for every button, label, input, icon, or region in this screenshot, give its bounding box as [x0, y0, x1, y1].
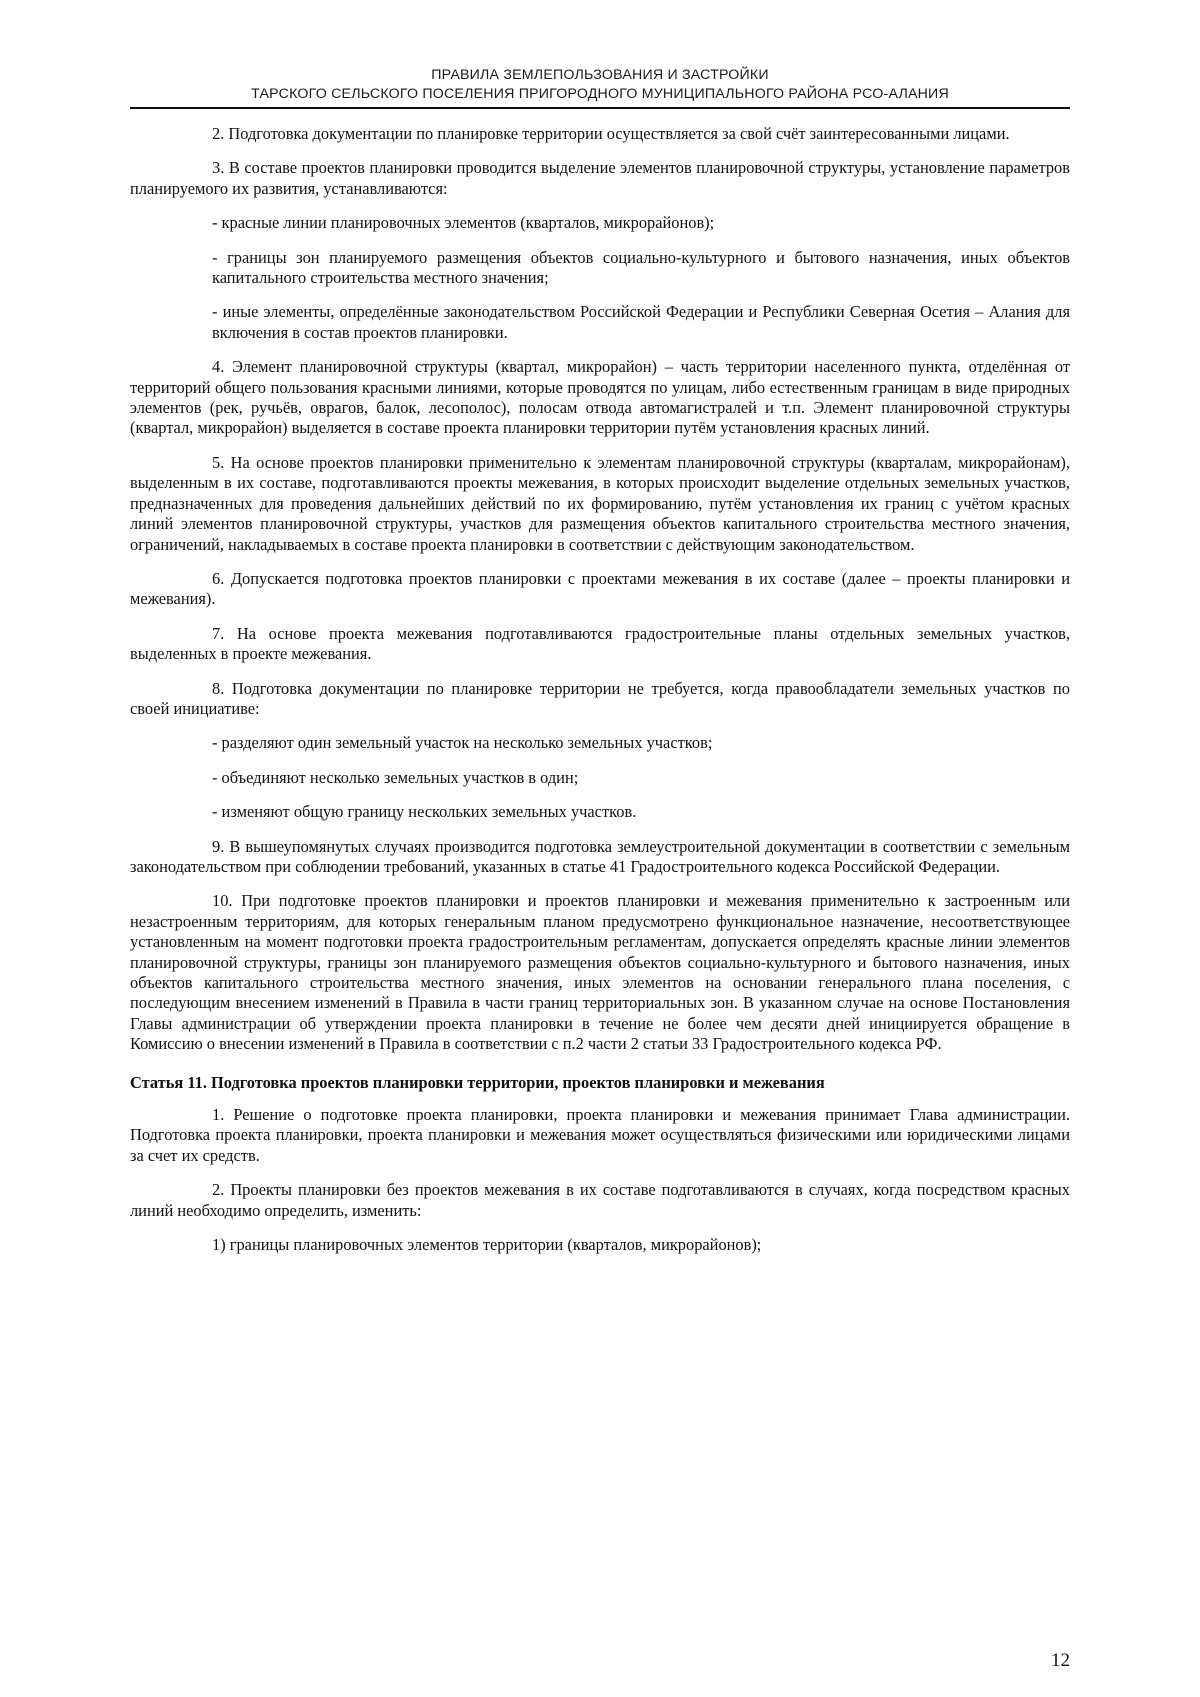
- paragraph-5: 5. На основе проектов планировки применительно к элементам планировочной структуры (кварталам, микрорайонам), выделенным в их составе, подготавливаются проекты межевания, в которых происходит выделение отдельных земельных участков, предназначенных для проведения дальнейших действий по их формированию, путём установления их границ с учётом красных линий элементов планировочной структуры, участков для размещения объектов капитального строительства местного значения, ограничений, накладываемых в составе проекта планировки в соответствии с действующим законодательством.: [130, 452, 1070, 554]
- article-11-paragraph-2: 2. Проекты планировки без проектов межевания в их составе подготавливаются в случаях, когда посредством красных линий необходимо определить, изменить:: [130, 1180, 1070, 1220]
- paragraph-6: 6. Допускается подготовка проектов планировки с проектами межевания в их составе (далее – проекты планировки и межевания).: [130, 568, 1070, 609]
- paragraph-2: 2. Подготовка документации по планировке территории осуществляется за свой счёт заинтересованными лицами.: [212, 124, 1010, 143]
- body-text: [130, 124, 1070, 1255]
- list-item: - изменяют общую границу нескольких земельных участков.: [212, 802, 637, 822]
- list-item: - иные элементы, определённые законодательством Российской Федерации и Республики Северная Осетия – Алания для включения в состав проектов планировки.: [212, 302, 1070, 342]
- article-11-paragraph-1: 1. Решение о подготовке проекта планировки, проекта планировки и межевания принимает Глава администрации. Подготовка проекта планировки, проекта планировки и межевания может осуществляться физическими или юридическими лицами за счет их средств.: [130, 1105, 1070, 1165]
- paragraph-8: 8. Подготовка документации по планировке территории не требуется, когда правообладатели земельных участков по своей инициативе:: [130, 678, 1070, 718]
- list-item: - объединяют несколько земельных участков в один;: [212, 767, 579, 787]
- paragraph-4: 4. Элемент планировочной структуры (квартал, микрорайон) – часть территории населенного пункта, отделённая от территорий общего пользования красными линиями, которые проводятся по улицам, либо естественным границам в виде природных элементов (рек, ручьёв, оврагов, балок, лесополос), полосам отвода автомагистралей и т.п. Элемент планировочной структуры (квартал, микрорайон) выделяется в составе проекта планировки территории путём установления красных линий.: [130, 357, 1070, 438]
- paragraph-3: 3. В составе проектов планировки проводится выделение элементов планировочной структуры, установление параметров планируемого их развития, устанавливаются:: [130, 158, 1070, 198]
- list-item: - красные линии планировочных элементов (кварталов, микрорайонов);: [212, 213, 715, 233]
- article-11-heading: Статья 11. Подготовка проектов планировки территории, проектов планировки и межевания: [130, 1072, 825, 1092]
- paragraph-7: 7. На основе проекта межевания подготавливаются градостроительные планы отдельных земельных участков, выделенных в проекте межевания.: [130, 623, 1070, 664]
- list-item: 1) границы планировочных элементов территории (кварталов, микрорайонов);: [212, 1235, 762, 1255]
- page-number: 12: [1051, 1650, 1070, 1671]
- list-item: - разделяют один земельный участок на несколько земельных участков;: [212, 733, 713, 753]
- list-item: - границы зон планируемого размещения объектов социально-культурного и бытового назначения, иных объектов капитального строительства местного значения;: [212, 247, 1070, 288]
- document-page: [130, 66, 1070, 1671]
- header-title-line-2: ТАРСКОГО СЕЛЬСКОГО ПОСЕЛЕНИЯ ПРИГОРОДНОГО МУНИЦИПАЛЬНОГО РАЙОНА РСО-АЛАНИЯ: [251, 86, 949, 102]
- paragraph-9: 9. В вышеупомянутых случаях производится подготовка землеустроительной документации в соответствии с земельным законодательством при соблюдении требований, указанных в статье 41 Градостроительного кодекса Российской Федерации.: [130, 836, 1070, 876]
- header-title-line-1: ПРАВИЛА ЗЕМЛЕПОЛЬЗОВАНИЯ И ЗАСТРОЙКИ: [431, 67, 769, 83]
- header-rule: [130, 107, 1070, 109]
- paragraph-10: 10. При подготовке проектов планировки и проектов планировки и межевания применительно к застроенным или незастроенным территориям, для которых генеральным планом предусмотрено функциональное назначение, несоответствующее установленным на момент подготовки проекта градостроительным регламентам, допускается определять красные линии элементов планировочной структуры, границы зон планируемого размещения объектов социально-культурного и бытового назначения, иных объектов капитального строительства местного значения, иных элементов на основании генерального плана поселения, с последующим внесением изменений в Правила в части границ территориальных зон. В указанном случае на основе Постановления Главы администрации об утверждении проекта планировки в течение не более чем десяти дней инициируется обращение в Комиссию о внесении изменений в Правила в соответствии с п.2 части 2 статьи 33 Градостроительного кодекса РФ.: [130, 891, 1070, 1054]
- running-header: [130, 66, 1070, 104]
